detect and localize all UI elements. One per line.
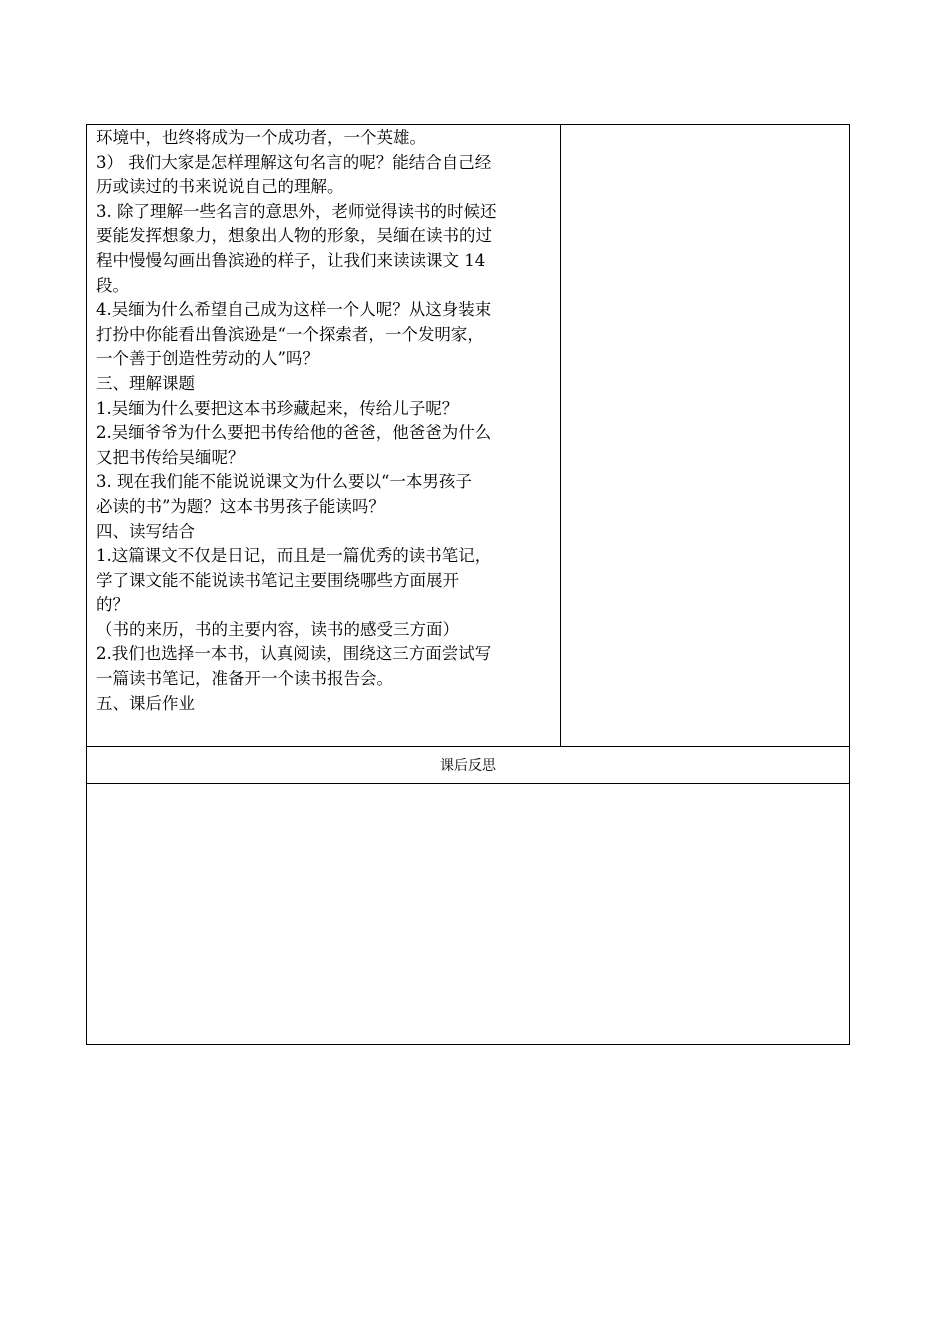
- content-line: 段。: [96, 275, 129, 295]
- content-line: 一篇读书笔记，准备开一个读书报告会。: [96, 669, 393, 689]
- reflection-heading-row: [87, 747, 850, 784]
- content-line: 的？: [96, 595, 129, 615]
- lesson-plan-table: [86, 124, 850, 1045]
- content-line: 1.吴缅为什么要把这本书珍藏起来，传给儿子呢？: [96, 398, 459, 418]
- lesson-content-cell: [87, 125, 561, 747]
- reflection-heading: 课后反思: [87, 747, 850, 784]
- content-line: 学了课文能不能说读书笔记主要围绕哪些方面展开: [96, 570, 459, 590]
- content-line: 一个善于创造性劳动的人”吗？: [96, 349, 319, 369]
- content-line: 历或读过的书来说说自己的理解。: [96, 177, 344, 197]
- content-line: 1.这篇课文不仅是日记，而且是一篇优秀的读书笔记，: [96, 546, 492, 566]
- content-line: 2.吴缅爷爷为什么要把书传给他的爸爸，他爸爸为什么: [96, 423, 492, 443]
- reflection-body-row: [87, 784, 850, 1045]
- content-line: 必读的书”为题？这本书男孩子能读吗？: [96, 496, 385, 516]
- content-line: 3） 我们大家是怎样理解这句名言的呢？能结合自己经: [96, 152, 492, 172]
- reflection-body-cell: [87, 784, 850, 1045]
- section-heading: 三、理解课题: [96, 373, 195, 393]
- content-line: 3. 除了理解一些名言的意思外，老师觉得读书的时候还: [96, 201, 497, 221]
- section-heading: 五、课后作业: [96, 693, 195, 713]
- content-line: 4.吴缅为什么希望自己成为这样一个人呢？从这身装束: [96, 300, 492, 320]
- content-line: 环境中，也终将成为一个成功者，一个英雄。: [96, 128, 426, 147]
- content-line: 打扮中你能看出鲁滨逊是“一个探索者，一个发明家，: [96, 324, 484, 344]
- notes-cell: [561, 125, 850, 747]
- content-line: 又把书传给吴缅呢？: [96, 447, 245, 467]
- lesson-content-row: [87, 125, 850, 747]
- content-line: 3. 现在我们能不能说说课文为什么要以“一本男孩子: [96, 472, 472, 492]
- section-heading: 四、读写结合: [96, 521, 195, 541]
- content-line: （书的来历，书的主要内容，读书的感受三方面）: [96, 619, 459, 639]
- content-line: 要能发挥想象力，想象出人物的形象，吴缅在读书的过: [96, 226, 492, 246]
- content-line: 程中慢慢勾画出鲁滨逊的样子，让我们来读读课文 14: [96, 250, 486, 270]
- content-line: 2.我们也选择一本书，认真阅读，围绕这三方面尝试写: [96, 644, 492, 664]
